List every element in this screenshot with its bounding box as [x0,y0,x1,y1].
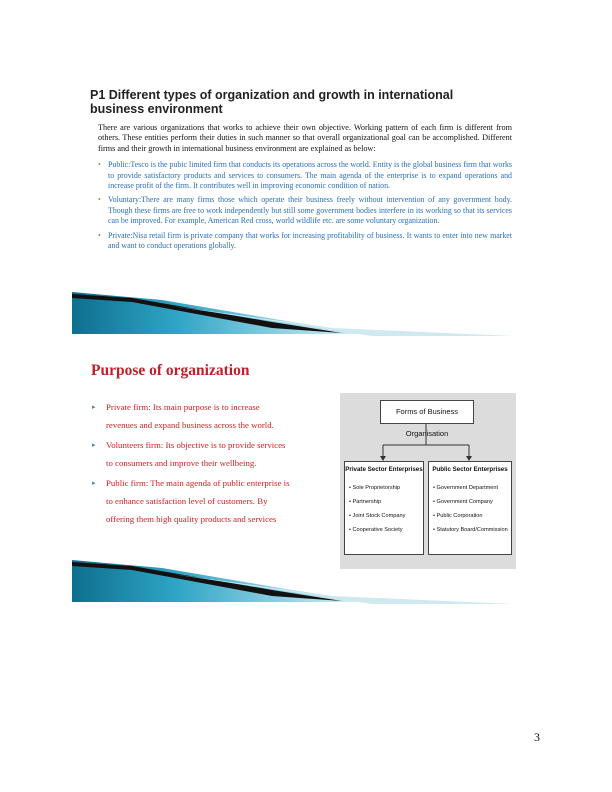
list-item: • Public Corporation [433,513,483,519]
page-number: 3 [534,730,540,744]
purpose-list [92,398,324,530]
list-item-text: Voluntary:There are many firms those which operate their business freely without intervention of any government body. Though these firms are free to work independently but still some government bodies interfere in its working so that its services can be improved. For example, American Red cross, world wildlife etc. are some voluntary organization. [108,195,512,226]
list-item: • Joint Stock Company [349,513,406,519]
intro-block [98,123,512,255]
bullet-icon: • [98,160,101,170]
list-item-text: Public:Tesco is the pubic limited firm that conducts its operations across the world. Entity is the global business firm that works to provide satisfactory products and services to consumers. The main agenda of the enterprise is to expand operations and increase profit of the firm. It contributes well in improving economic condition of nation. [108,160,512,191]
triangle-bullet-icon: ▸ [92,441,96,449]
private-sector-box [344,461,424,555]
triangle-bullet-icon: ▸ [92,479,96,487]
box-header: Public Sector Enterprises [432,466,508,473]
list-item: • Sole Proprietorship [349,485,401,491]
list-item: • Partnership [349,499,382,505]
list-item: • Government Company [433,499,493,505]
list-item [92,436,324,472]
slide-organization-types [72,78,512,336]
list-item: • Government Department [433,485,499,491]
list-item-line: revenues and expand business across the world. [106,420,274,430]
list-item-line: Public firm: The main agenda of public enterprise is [106,478,290,488]
list-item [98,231,512,252]
slide-title: P1 Different types of organization and growth in international business environment [90,88,454,116]
list-item: • Cooperative Society [349,527,403,533]
private-sector-list [345,481,423,537]
list-item [92,474,324,528]
bullet-icon: • [98,230,101,240]
list-item [98,160,512,191]
org-type-list [98,160,512,251]
business-forms-diagram [340,393,516,569]
list-item-text: Private:Nisa retail firm is private company that works for increasing profitability of business. It wants to enter into new market and want to conduct operations globally. [108,230,512,251]
triangle-bullet-icon: ▸ [92,403,96,411]
list-item-line: Volunteers firm: Its objective is to provide services [106,440,286,450]
bullet-icon: • [98,195,101,205]
public-sector-box [428,461,512,555]
public-sector-list [429,481,511,537]
slide-purpose-of-organization [72,350,512,603]
list-item [98,195,512,226]
list-item-line: offering them high quality products and services [106,514,277,524]
decorative-wave-band [72,292,512,336]
slide-title: Purpose of organization [91,362,250,379]
intro-paragraph: There are various organizations that works to achieve their own objective. Working pattern of each firm is different from others. These entities perform their duties in such manner so that overall organizational goal can be accomplished. Different firms and their growth in international business environment are explained as below: [98,123,512,153]
list-item-line: Private firm: Its main purpose is to increase [106,402,260,412]
list-item [92,398,324,434]
list-item: • Statutory Board/Commission [433,527,508,533]
list-item-line: to enhance satisfaction level of customers. By [106,496,268,506]
list-item-line: to consumers and improve their wellbeing. [106,458,257,468]
decorative-wave-band [72,560,512,604]
diagram-root-box: Forms of Business Organisation [380,400,474,424]
box-header: Private Sector Enterprises [345,466,423,473]
